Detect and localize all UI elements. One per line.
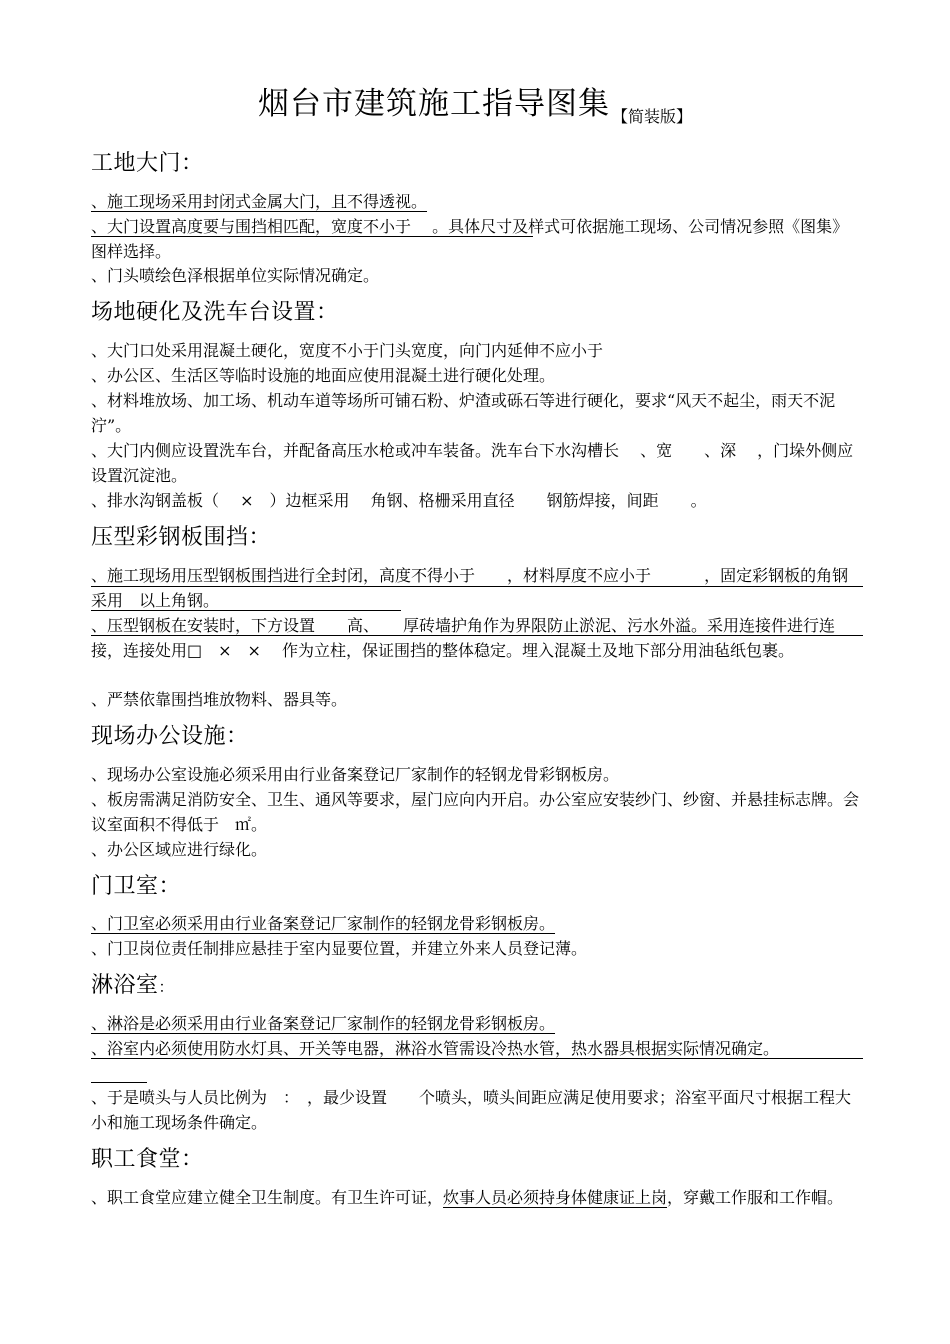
section-heading-gate: 工地大门： [91,151,204,176]
underline-rule [91,1082,147,1083]
section-hardening-item-3: 、材料堆放场、加工场、机动车道等场所可铺石粉、炉渣或砾石等进行硬化，要求“风天不起尘，雨天不泥泞”。 [91,391,836,435]
section-hardening-item-4: 、大门内侧应设置洗车台，并配备高压水枪或冲车装备。洗车台下水沟槽长 、宽 、深 ，门垛外侧应设置沉淀池。 [91,441,854,485]
underline-rule [91,586,863,587]
section-fence-item-3: 、严禁依靠围挡堆放物料、器具等。 [91,690,348,709]
section-office-item-2: 、板房需满足消防安全、卫生、通风等要求，屋门应向内开启。办公室应安装纱门、纱窗、并悬挂标志牌。会议室面积不得低于 ㎡。 [91,790,860,834]
section-gate-item-3: 、门头喷绘色泽根据单位实际情况确定。 [91,266,380,285]
section-office-item-3: 、办公区域应进行绿化。 [91,840,268,859]
underline-rule [91,610,401,611]
section-office-item-1: 、现场办公室设施必须采用由行业备案登记厂家制作的轻钢龙骨彩钢板房。 [91,765,620,784]
section-heading-hardening: 场地硬化及洗车台设置： [91,300,339,325]
section-heading-guardroom: 门卫室： [91,874,182,899]
section-guardroom-item-2: 、门卫岗位责任制排应悬挂于室内显要位置，并建立外来人员登记薄。 [91,939,588,958]
section-fence-item-1: 、施工现场用压型钢板围挡进行全封闭，高度不得小于 ，材料厚度不应小于 ，固定彩钢板的角钢采用 以上角钢。 [91,566,849,610]
section-gate-item-1: 、施工现场采用封闭式金属大门，且不得透视。 [91,192,428,211]
section-shower-item-2: 、浴室内必须使用防水灯具、开关等电器，淋浴水管需设冷热水管，热水器具根据实际情况确定。 [91,1039,780,1058]
underline-rule [91,1058,863,1059]
title-block [0,78,950,127]
section-hardening-item-2: 、办公区、生活区等临时设施的地面应使用混凝土进行硬化处理。 [91,366,556,385]
section-hardening-item-5: 、排水沟钢盖板（ × ）边框采用 角钢、格栅采用直径 钢筋焊接，间距 。 [91,491,707,510]
section-canteen-item-1: 、职工食堂应建立健全卫生制度。有卫生许可证，炊事人员必须持身体健康证上岗，穿戴工作服和工作帽。 [91,1188,844,1207]
section-shower-item-1: 、淋浴是必须采用由行业备案登记厂家制作的轻钢龙骨彩钢板房。 [91,1014,556,1033]
section-heading-fence: 压型彩钢板围挡： [91,525,272,550]
underline-rule [91,635,863,636]
section-heading-canteen: 职工食堂： [91,1147,204,1172]
section-shower-item-3: 、于是喷头与人员比例为 ： ，最少设置 个喷头，喷头间距应满足使用要求；浴室平面尺寸根据工程大小和施工现场条件确定。 [91,1088,852,1132]
section-hardening-item-1: 、大门口处采用混凝土硬化，宽度不小于门头宽度，向门内延伸不应小于 [91,341,604,360]
section-heading-office: 现场办公设施： [91,724,249,749]
section-guardroom-item-1: 、门卫室必须采用由行业备案登记厂家制作的轻钢龙骨彩钢板房。 [91,914,556,933]
page-subtitle: 【简装版】 [611,107,692,126]
section-gate-item-2: 、大门设置高度要与围挡相匹配，宽度不小于 。具体尺寸及样式可依据施工现场、公司情况参照《图集》 图样选择。 [91,217,857,261]
section-fence-item-2: 、压型钢板在安装时，下方设置 高、 厚砖墙护角作为界限防止淤泥、污水外溢。采用连接件进行连接，连接处用□ × × 作为立柱，保证围挡的整体稳定。埋入混凝土及地下部分用油毡纸包裹。 [91,616,836,660]
underline-rule [91,236,533,237]
section-heading-shower: 淋浴室： [91,973,175,998]
page-title: 烟台市建筑施工指导图集 [257,86,610,122]
